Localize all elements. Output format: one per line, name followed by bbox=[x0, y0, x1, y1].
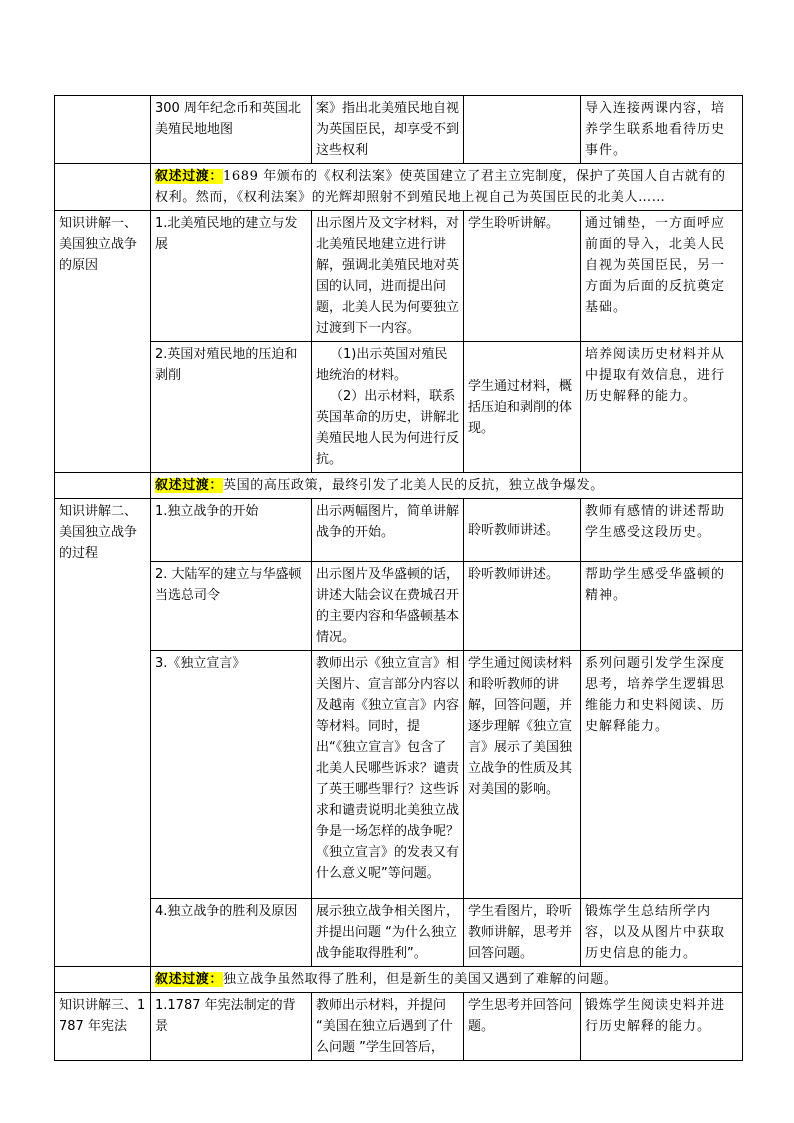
content-cell: 1.北美殖民地的建立与发展 bbox=[151, 211, 312, 342]
section-cell bbox=[55, 164, 151, 211]
table-row bbox=[55, 96, 743, 164]
section-cell bbox=[55, 473, 151, 499]
section-cell bbox=[55, 96, 151, 164]
transition-cell bbox=[151, 967, 743, 993]
teacher-activity-cell: 出示图片及文字材料，对北美殖民地建立进行讲解，强调北美殖民地对英国的认同，进而提出问题，北美人民为何要独立过渡到下一内容。 bbox=[312, 211, 464, 342]
transition-cell bbox=[151, 164, 743, 211]
design-intent-cell: 帮助学生感受华盛顿的精神。 bbox=[581, 562, 743, 651]
section-title: 知识讲解二、美国独立战争的过程 bbox=[55, 499, 151, 967]
teacher-activity-cell: 教师出示材料，并提问 “美国在独立后遇到了什么问题 ”学生回答后， bbox=[312, 993, 464, 1061]
transition-text: 独立战争虽然取得了胜利，但是新生的美国又遇到了难解的问题。 bbox=[223, 972, 618, 987]
section-cell bbox=[55, 967, 151, 993]
design-intent-cell: 导入连接两课内容，培养学生联系地看待历史事件。 bbox=[581, 96, 743, 164]
teacher-activity-cell: 展示独立战争相关图片，并提出问题 “为什么独立战争能取得胜利”。 bbox=[312, 899, 464, 967]
content-cell: 3.《独立宣言》 bbox=[151, 651, 312, 899]
table-row bbox=[55, 562, 743, 651]
student-activity-cell bbox=[464, 96, 581, 164]
content-cell: 300 周年纪念币和英国北美殖民地地图 bbox=[151, 96, 312, 164]
transition-cell bbox=[151, 473, 743, 499]
content-cell: 1.独立战争的开始 bbox=[151, 499, 312, 562]
teacher-activity-cell: 出示图片及华盛顿的话，讲述大陆会议在费城召开的主要内容和华盛顿基本情况。 bbox=[312, 562, 464, 651]
table-row bbox=[55, 499, 743, 562]
table-row bbox=[55, 211, 743, 342]
content-cell: 2. 大陆军的建立与华盛顿当选总司令 bbox=[151, 562, 312, 651]
design-intent-cell: 培养阅读历史材料并从中提取有效信息，进行历史解释的能力。 bbox=[581, 342, 743, 473]
student-activity-cell: 学生看图片，聆听教师讲解，思考并回答问题。 bbox=[464, 899, 581, 967]
student-activity-cell: 聆听教师讲述。 bbox=[464, 499, 581, 562]
transition-row bbox=[55, 967, 743, 993]
teacher-activity-cell: 教师出示《独立宣言》相关图片、宣言部分内容以及越南《独立宣言》内容等材料。同时，提出“《独立宣言》包含了北美人民哪些诉求？谴责了英王哪些罪行？这些诉求和谴责说明北美独立战争是一场怎样的战争呢？《独立宣言》的发表又有什么意义呢”等问题。 bbox=[312, 651, 464, 899]
content-cell: 2.英国对殖民地的压迫和剥削 bbox=[151, 342, 312, 473]
design-intent-cell: 教师有感情的讲述帮助学生感受这段历史。 bbox=[581, 499, 743, 562]
table-row bbox=[55, 651, 743, 899]
table-row bbox=[55, 899, 743, 967]
table-row bbox=[55, 993, 743, 1061]
student-activity-cell: 聆听教师讲述。 bbox=[464, 562, 581, 651]
content-cell: 4.独立战争的胜利及原因 bbox=[151, 899, 312, 967]
transition-text: 1689 年颁布的《权利法案》使英国建立了君主立宪制度，保护了英国人自古就有的权利。然而，《权利法案》的光辉却照射不到殖民地上视自己为英国臣民的北美人…… bbox=[155, 169, 726, 205]
table-row bbox=[55, 342, 743, 473]
transition-row bbox=[55, 473, 743, 499]
teacher-activity-cell bbox=[312, 342, 464, 473]
student-activity-cell: 学生思考并回答问题。 bbox=[464, 993, 581, 1061]
transition-label: 叙述过渡： bbox=[155, 478, 224, 493]
teacher-step-1: （1)出示英国对殖民地统治的材料。 bbox=[316, 347, 448, 383]
student-activity-cell: 学生通过材料，概括压迫和剥削的体现。 bbox=[464, 342, 581, 473]
teacher-activity-cell: 出示两幅图片，简单讲解战争的开始。 bbox=[312, 499, 464, 562]
transition-text: 英国的高压政策，最终引发了北美人民的反抗，独立战争爆发。 bbox=[223, 478, 604, 493]
transition-label: 叙述过渡： bbox=[155, 972, 224, 987]
transition-row bbox=[55, 164, 743, 211]
design-intent-cell: 通过铺垫，一方面呼应前面的导入，北美人民自视为英国臣民，另一方面为后面的反抗奠定基础。 bbox=[581, 211, 743, 342]
design-intent-cell: 系列问题引发学生深度思考，培养学生逻辑思维能力和史料阅读、历史解释能力。 bbox=[581, 651, 743, 899]
student-activity-cell: 学生通过阅读材料和聆听教师的讲解，回答问题，并逐步理解《独立宣言》展示了美国独立战争的性质及其对美国的影响。 bbox=[464, 651, 581, 899]
transition-label: 叙述过渡： bbox=[155, 169, 224, 184]
design-intent-cell: 锻炼学生总结所学内容，以及从图片中获取历史信息的能力。 bbox=[581, 899, 743, 967]
design-intent-cell: 锻炼学生阅读史料并进行历史解释的能力。 bbox=[581, 993, 743, 1061]
teacher-activity-cell: 案》指出北美殖民地自视为英国臣民，却享受不到这些权利 bbox=[312, 96, 464, 164]
teacher-step-2: （2）出示材料，联系英国革命的历史，讲解北美殖民地人民为何进行反抗。 bbox=[316, 389, 460, 467]
content-cell: 1.1787 年宪法制定的背景 bbox=[151, 993, 312, 1061]
section-title: 知识讲解一、美国独立战争的原因 bbox=[55, 211, 151, 473]
lesson-plan-table bbox=[54, 95, 743, 1061]
section-title: 知识讲解三、1787 年宪法 bbox=[55, 993, 151, 1061]
student-activity-cell: 学生聆听讲解。 bbox=[464, 211, 581, 342]
